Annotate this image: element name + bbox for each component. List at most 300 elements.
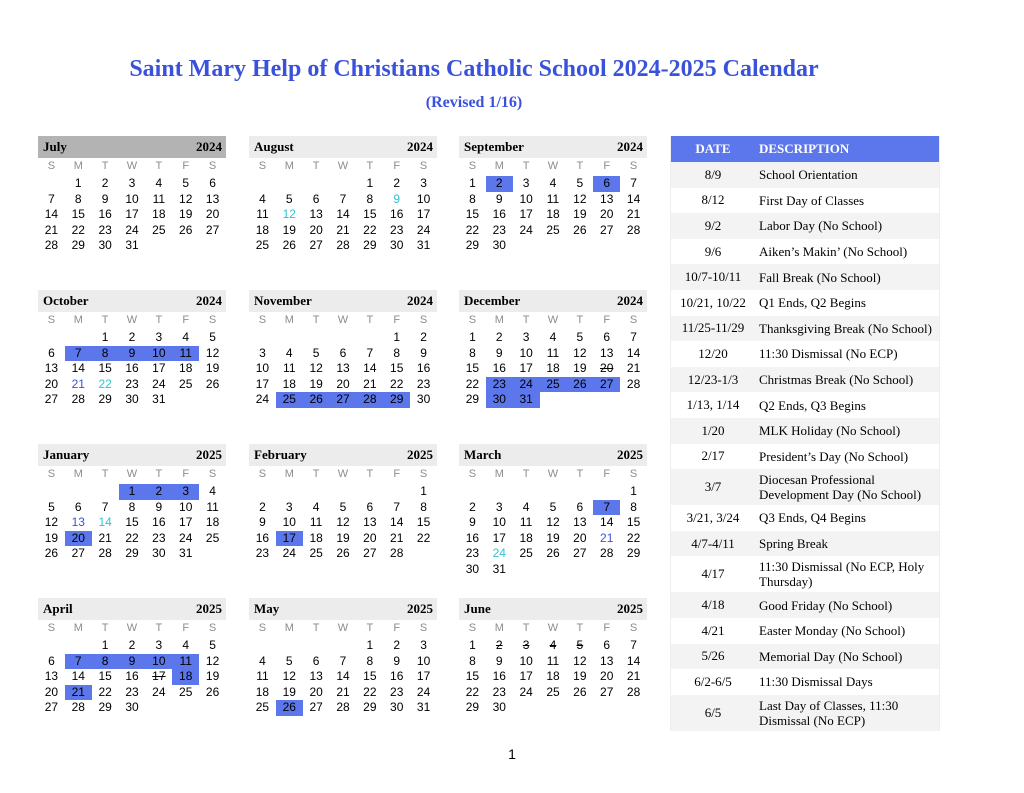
events-table [670,136,940,731]
day-cell: 7 [101,499,109,514]
events-table-body [671,162,939,731]
day-cell: 29 [98,392,112,407]
blank-cell [65,484,92,500]
day-cell: 22 [98,684,112,699]
weekday-label: T [312,468,320,480]
event-row [671,239,939,265]
day-cell: 12 [205,653,220,668]
weekday-label: S [258,314,267,326]
blank-cell [303,330,330,346]
event-description: Q1 Ends, Q2 Begins [759,295,866,311]
month-year: 2024 [196,293,222,308]
month-year: 2024 [196,139,222,154]
day-cell: 25 [276,392,303,408]
weekday-label: M [73,468,83,480]
month-name: September [464,139,524,154]
blank-cell [38,484,65,500]
day-cell: 14 [44,207,59,222]
day-cell: 28 [600,546,614,561]
month-march [459,444,647,578]
month-header [249,290,437,312]
month-name: January [43,447,90,462]
day-cell: 9 [259,515,266,530]
event-description: President’s Day (No School) [759,448,909,464]
weekday-row [249,620,437,636]
weekday-label: W [126,160,138,172]
day-cell: 26 [282,238,296,253]
event-description: Spring Break [759,536,828,552]
event-date: 6/2-6/5 [694,673,732,689]
day-cell: 15 [98,669,112,684]
day-cell: 16 [416,361,431,376]
day-cell: 7 [630,330,637,344]
day-cell: 14 [626,653,641,668]
day-cell: 11 [546,653,560,668]
day-cell: 21 [626,669,641,684]
weekday-label: S [468,314,477,326]
event-date: 1/20 [701,422,725,438]
day-cell: 19 [573,361,587,376]
day-cell: 24 [152,684,166,699]
weekday-label: S [208,160,217,172]
day-cell: 6 [48,653,55,668]
event-row [671,316,939,342]
weekday-label: W [337,160,349,172]
day-cell: 9 [420,345,427,360]
day-cell: 10 [179,499,193,514]
day-cell: 29 [465,238,480,253]
day-cell: 4 [549,176,557,190]
day-cell: 28 [336,238,350,253]
day-cell: 28 [44,238,59,253]
day-cell: 22 [363,222,377,237]
day-cell: 18 [546,207,560,222]
day-grid [38,638,226,716]
day-cell: 20 [600,361,614,376]
weekday-label: T [576,314,584,326]
day-cell: 25 [546,684,560,699]
day-cell: 13 [336,361,350,376]
day-cell: 12 [282,207,296,222]
day-cell: 6 [312,653,320,668]
event-description: Q2 Ends, Q3 Begins [759,397,866,413]
day-cell: 23 [486,377,513,393]
event-description: 11:30 Dismissal Days [759,674,873,690]
day-cell: 27 [309,238,323,253]
day-cell: 27 [600,684,614,699]
weekday-label: M [494,160,504,172]
event-date: 10/7-10/11 [684,269,742,285]
weekday-label: T [366,314,374,326]
day-cell: 14 [336,207,350,222]
blank-cell [330,330,357,346]
day-cell: 14 [600,515,614,530]
day-cell: 1 [393,330,401,344]
month-september [459,136,647,254]
day-cell: 24 [282,546,296,561]
weekday-label: W [337,314,349,326]
event-description: Christmas Break (No School) [759,372,914,388]
day-cell: 19 [282,222,296,237]
month-year: 2025 [196,601,222,616]
day-cell: 28 [71,392,85,407]
event-date: 8/12 [701,192,725,208]
month-year: 2024 [617,293,643,308]
day-cell: 13 [205,191,220,206]
day-cell: 5 [576,330,584,344]
day-cell: 28 [356,392,383,408]
day-cell: 23 [390,684,404,699]
month-year: 2025 [407,447,433,462]
weekday-label: S [47,160,56,172]
day-cell: 20 [573,530,587,545]
weekday-row [38,158,226,174]
day-cell: 2 [495,330,503,344]
event-row [671,556,939,592]
day-cell: 10 [416,653,431,668]
weekday-label: F [393,468,401,480]
day-cell: 16 [390,207,404,222]
day-cell: 6 [603,638,611,652]
weekday-row [459,620,647,636]
event-row [671,213,939,239]
day-cell: 12 [44,515,59,530]
day-cell: 12 [546,515,560,530]
day-cell: 3 [155,638,163,652]
day-cell: 5 [182,176,190,190]
day-cell: 29 [71,238,85,253]
month-name: October [43,293,89,308]
weekday-label: F [603,314,611,326]
day-cell: 1 [630,484,637,498]
month-year: 2025 [407,601,433,616]
day-cell: 24 [492,546,506,561]
weekday-label: W [126,468,138,480]
day-cell: 8 [92,346,119,362]
event-description: Last Day of Classes, 11:30 Dismissal (No ECP) [759,697,899,728]
day-cell: 28 [71,700,85,715]
day-cell: 18 [172,669,199,685]
weekday-row [38,466,226,482]
day-cell: 17 [125,207,139,222]
day-cell: 23 [152,530,166,545]
weekday-label: T [522,468,530,480]
day-cell: 11 [256,669,269,684]
day-cell: 24 [519,684,533,699]
day-cell: 6 [209,176,216,190]
day-cell: 17 [152,669,166,684]
day-cell: 21 [98,530,112,545]
day-cell: 18 [309,530,323,545]
weekday-row [249,312,437,328]
day-cell: 15 [363,207,377,222]
event-description: MLK Holiday (No School) [759,423,901,439]
month-header [38,290,226,312]
day-cell: 13 [573,515,587,530]
weekday-label: F [182,468,190,480]
day-cell: 25 [152,222,166,237]
day-cell: 26 [573,222,587,237]
day-cell: 13 [600,653,614,668]
day-cell: 11 [546,191,560,206]
event-date: 2/17 [701,448,725,464]
weekday-label: M [494,314,504,326]
day-cell: 8 [630,499,637,514]
event-date: 4/17 [701,566,725,582]
blank-cell [330,638,357,654]
event-row [671,162,939,188]
weekday-label: M [494,622,504,634]
day-cell: 20 [363,530,377,545]
day-cell: 29 [383,392,410,408]
day-cell: 17 [519,361,533,376]
day-cell: 21 [44,222,59,237]
event-row [671,618,939,644]
event-description: Easter Monday (No School) [759,623,906,639]
day-cell: 3 [495,499,503,514]
weekday-label: T [312,160,320,172]
day-cell: 12 [573,653,587,668]
day-cell: 19 [309,376,323,391]
event-description: Fall Break (No School) [759,269,881,285]
day-cell: 9 [495,345,503,360]
weekday-label: S [629,160,638,172]
weekday-label: T [522,314,530,326]
day-cell: 20 [205,207,220,222]
weekday-label: W [337,622,349,634]
weekday-label: F [393,160,401,172]
day-cell: 4 [285,345,293,360]
day-cell: 7 [630,638,637,652]
day-cell: 25 [255,700,270,715]
day-cell: 15 [71,207,85,222]
weekday-row [38,620,226,636]
day-cell: 14 [390,515,404,530]
day-cell: 14 [626,345,641,360]
month-january [38,444,226,562]
day-cell: 5 [549,499,557,514]
weekday-label: S [258,468,267,480]
day-cell: 17 [519,207,533,222]
blank-cell [356,484,383,500]
weekday-label: W [547,468,559,480]
day-cell: 10 [145,654,172,670]
day-cell: 3 [522,330,530,344]
day-cell: 10 [282,515,296,530]
weekday-label: T [312,314,320,326]
day-cell: 5 [312,345,320,360]
month-name: December [464,293,521,308]
event-row [671,505,939,531]
event-date: 9/2 [704,217,722,233]
day-cell: 12 [309,361,323,376]
day-cell: 20 [336,376,350,391]
day-cell: 26 [179,222,193,237]
weekday-label: T [522,622,530,634]
weekday-row [249,158,437,174]
day-cell: 6 [48,345,55,360]
day-cell: 14 [98,515,112,530]
day-cell: 31 [152,392,166,407]
weekday-row [459,466,647,482]
blank-cell [303,638,330,654]
blank-cell [566,484,593,500]
day-cell: 5 [209,330,216,344]
day-cell: 18 [546,669,560,684]
weekday-label: T [101,622,109,634]
day-cell: 7 [366,345,374,360]
month-header [38,444,226,466]
blank-cell [65,330,92,346]
day-cell: 27 [71,546,85,561]
weekday-label: M [284,314,294,326]
day-cell: 21 [626,207,641,222]
day-cell: 2 [101,176,109,190]
day-cell: 15 [363,669,377,684]
day-cell: 8 [366,653,374,668]
day-cell: 21 [71,376,85,391]
day-cell: 27 [330,392,357,408]
event-date: 12/20 [698,345,728,361]
weekday-label: W [547,160,559,172]
day-cell: 22 [416,530,431,545]
day-cell: 17 [255,376,270,391]
day-cell: 25 [179,684,193,699]
day-cell: 22 [363,684,377,699]
day-cell: 9 [469,515,476,530]
day-cell: 24 [513,377,540,393]
event-description: Good Friday (No School) [759,597,893,613]
blank-cell [276,330,303,346]
month-year: 2025 [617,601,643,616]
weekday-label: T [101,160,109,172]
day-cell: 5 [209,638,216,652]
day-cell: 7 [65,346,92,362]
event-row [671,644,939,670]
day-cell: 11 [283,361,296,376]
day-cell: 3 [285,499,293,514]
day-cell: 24 [125,222,139,237]
event-row [671,695,939,731]
day-cell: 6 [593,176,620,192]
day-cell: 15 [125,515,139,530]
day-cell: 30 [486,392,513,408]
day-cell: 4 [549,638,557,652]
day-cell: 16 [465,530,480,545]
day-cell: 15 [465,207,480,222]
day-cell: 22 [626,530,641,545]
day-cell: 13 [363,515,377,530]
blank-cell [276,484,303,500]
weekday-label: W [126,314,138,326]
day-cell: 7 [393,499,401,514]
day-cell: 29 [98,700,112,715]
month-october [38,290,226,408]
day-cell: 28 [626,376,641,391]
day-cell: 3 [128,176,136,190]
month-header [249,598,437,620]
day-cell: 30 [125,700,139,715]
day-cell: 16 [98,207,112,222]
event-description: Diocesan Professional Development Day (No School) [759,472,922,503]
day-cell: 4 [182,330,190,344]
day-cell: 25 [179,376,193,391]
day-cell: 10 [145,346,172,362]
day-cell: 15 [626,515,641,530]
blank-cell [38,638,65,654]
day-cell: 10 [519,345,533,360]
day-cell: 26 [276,700,303,716]
day-cell: 23 [125,684,139,699]
day-cell: 9 [393,653,401,668]
day-cell: 8 [128,499,136,514]
day-cell: 2 [420,330,427,344]
day-cell: 15 [98,361,112,376]
day-cell: 14 [363,361,377,376]
day-cell: 1 [469,638,476,652]
day-cell: 15 [465,669,480,684]
day-grid [249,484,437,562]
day-cell: 2 [495,638,503,652]
day-cell: 19 [573,207,587,222]
weekday-row [459,158,647,174]
day-cell: 28 [626,684,641,699]
day-cell: 28 [98,546,112,561]
day-cell: 25 [205,530,220,545]
event-date: 4/18 [701,597,725,613]
day-cell: 10 [492,515,506,530]
day-cell: 4 [259,191,266,206]
day-cell: 30 [390,238,404,253]
weekday-label: T [155,160,163,172]
weekday-label: M [73,160,83,172]
day-cell: 18 [205,515,220,530]
month-april [38,598,226,716]
day-cell: 4 [312,499,320,514]
weekday-label: S [47,314,56,326]
day-cell: 2 [393,176,401,190]
month-august [249,136,437,254]
day-grid [459,330,647,408]
event-date: 4/7-4/11 [691,535,735,551]
event-date: 1/13, 1/14 [686,397,740,413]
blank-cell [540,484,567,500]
day-cell: 13 [71,515,85,530]
day-cell: 1 [366,638,374,652]
weekday-label: S [629,622,638,634]
month-header [459,136,647,158]
weekday-label: M [494,468,504,480]
day-cell: 23 [492,222,506,237]
day-cell: 11 [546,345,560,360]
blank-cell [356,330,383,346]
month-may [249,598,437,716]
month-year: 2025 [196,447,222,462]
weekday-label: T [312,622,320,634]
day-cell: 12 [179,191,193,206]
day-cell: 22 [465,222,480,237]
weekday-label: S [419,468,428,480]
weekday-label: S [208,622,217,634]
event-date: 5/26 [701,648,725,664]
day-cell: 12 [336,515,350,530]
month-header [459,598,647,620]
weekday-label: F [603,468,611,480]
month-year: 2025 [617,447,643,462]
day-cell: 16 [492,361,506,376]
weekday-label: F [393,314,401,326]
day-cell: 13 [44,361,59,376]
